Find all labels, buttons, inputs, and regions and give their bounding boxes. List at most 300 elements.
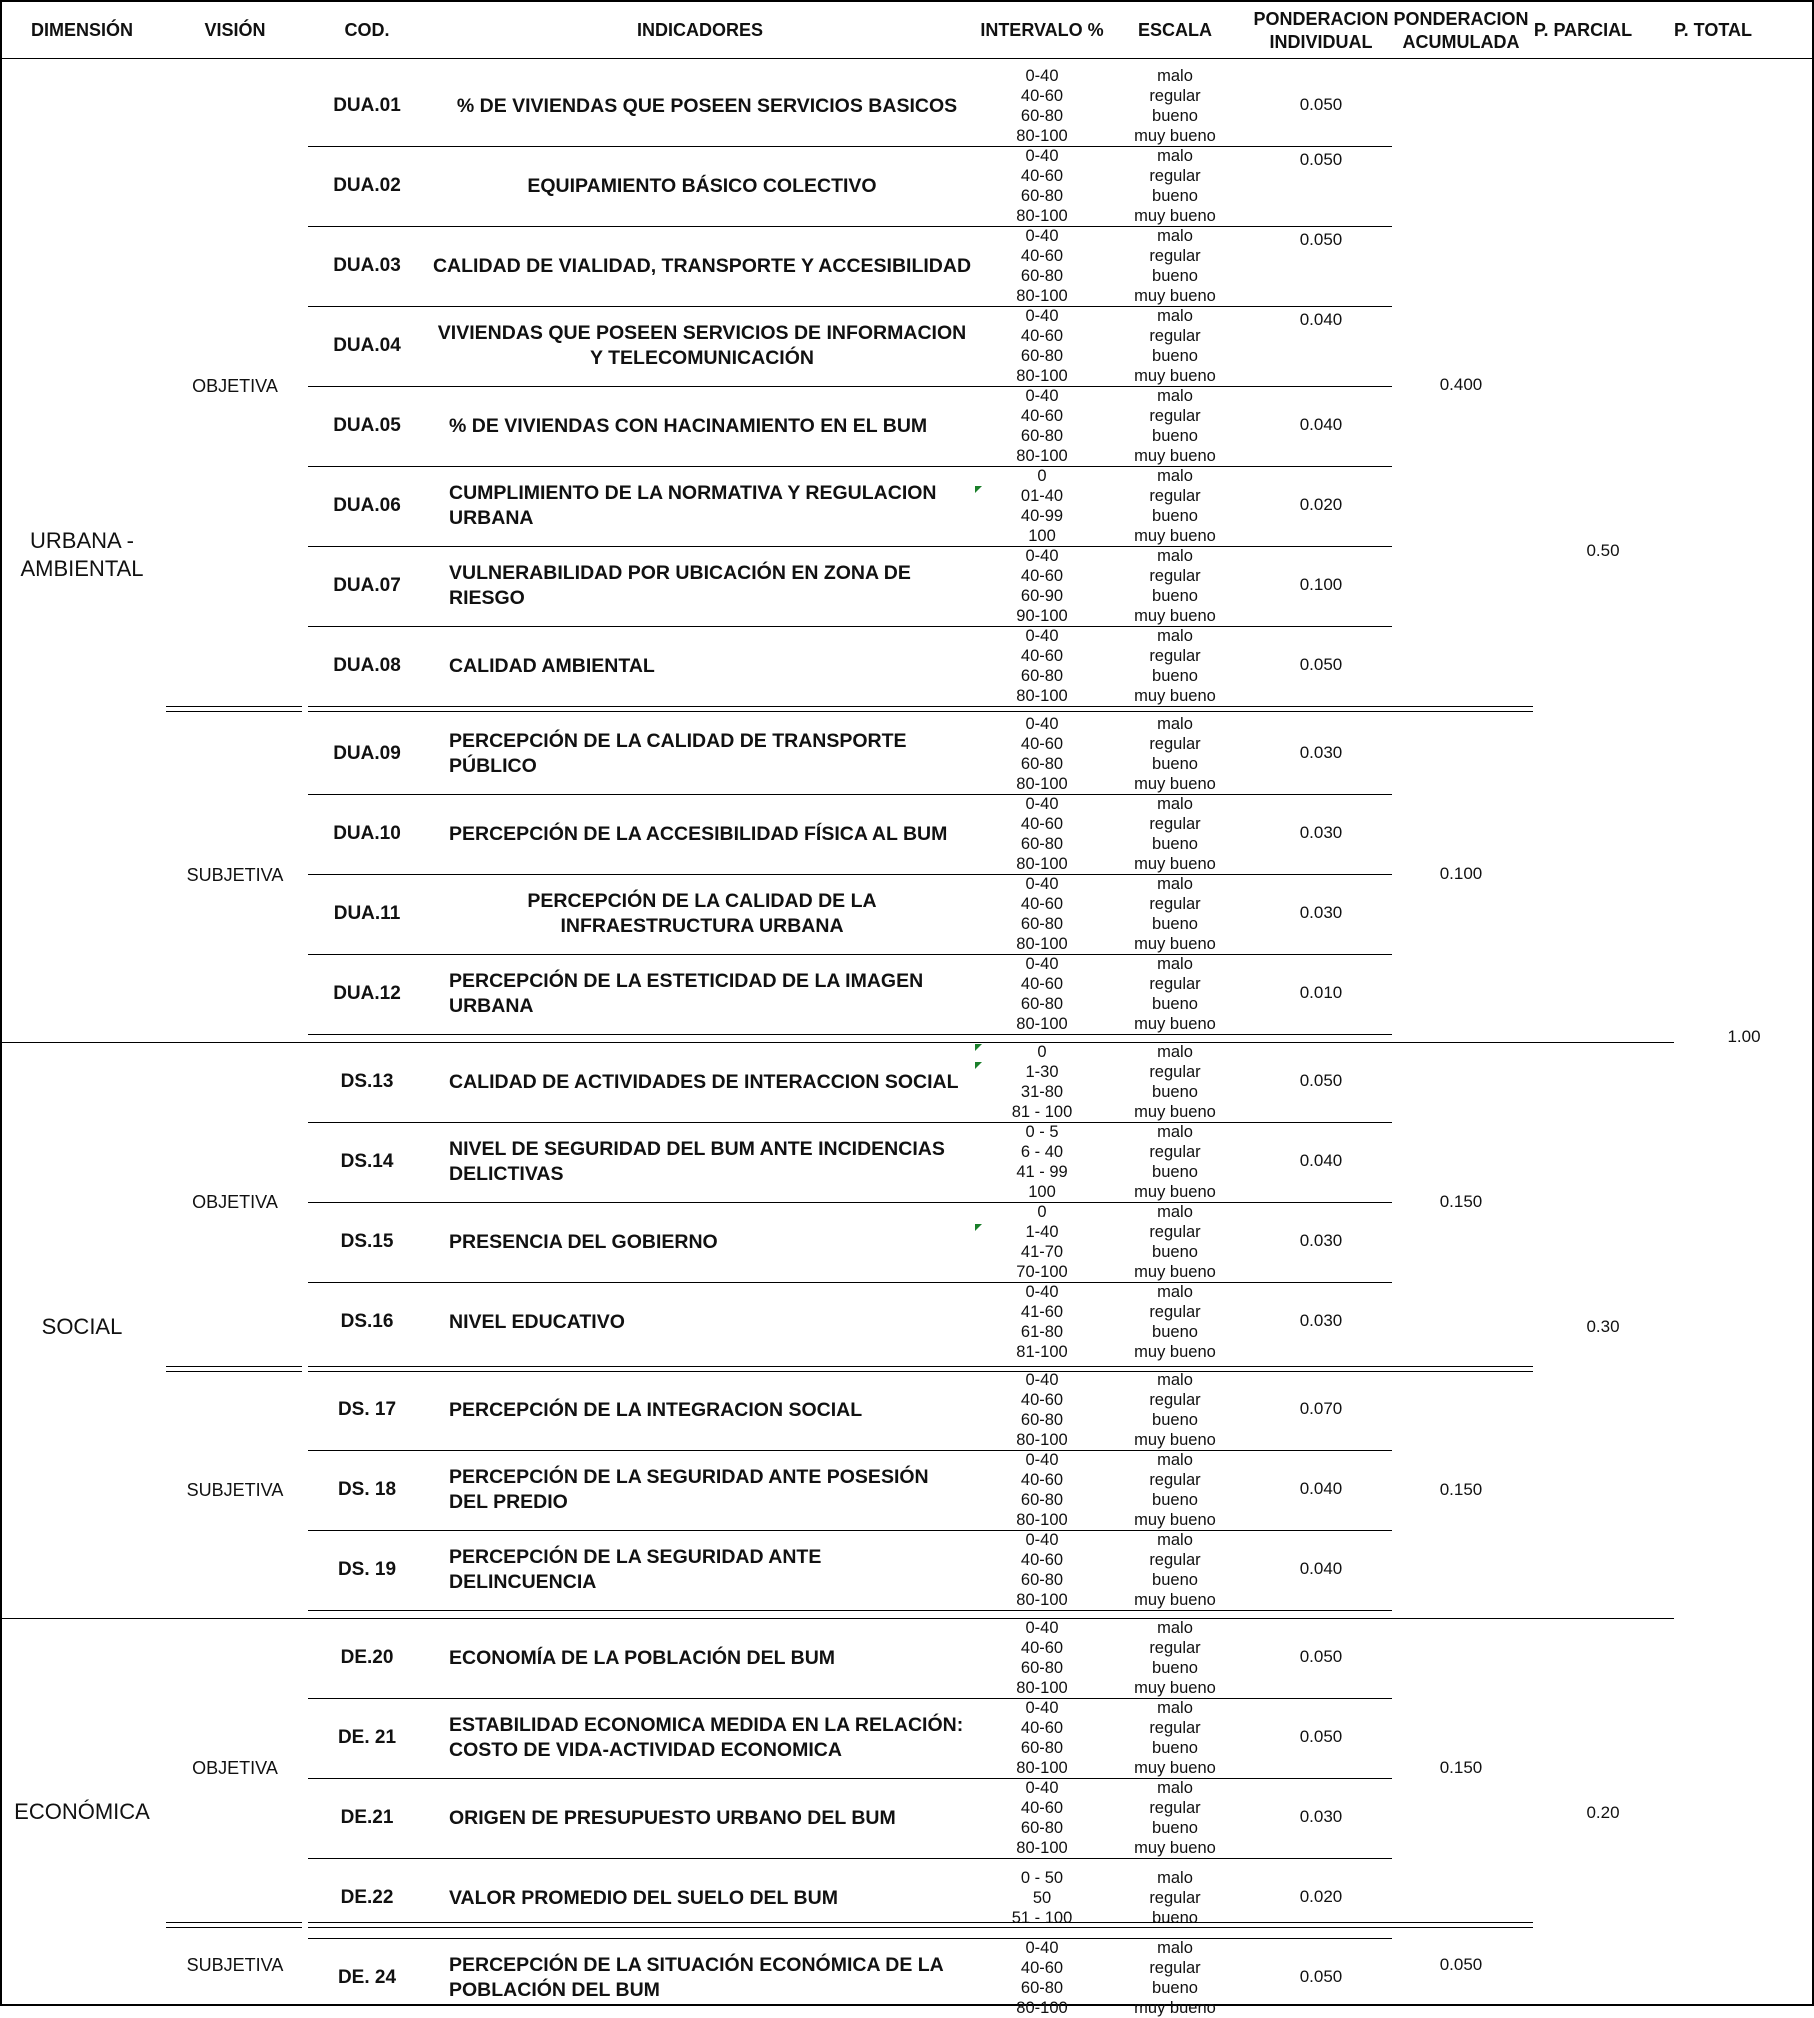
interval-value: 0-40 bbox=[1025, 147, 1059, 165]
scale-label: regular bbox=[1149, 1223, 1201, 1241]
indicator-code: DUA.11 bbox=[333, 903, 401, 924]
interval-value: 60-80 bbox=[1020, 1739, 1064, 1757]
scale-label: bueno bbox=[1152, 1819, 1198, 1837]
weight-individual: 0.030 bbox=[1299, 823, 1343, 842]
scale-label: muy bueno bbox=[1134, 687, 1216, 705]
scale-label: bueno bbox=[1152, 507, 1198, 525]
scale-label: malo bbox=[1157, 1869, 1193, 1887]
interval-value: 40-60 bbox=[1020, 327, 1064, 345]
scale-label: muy bueno bbox=[1134, 855, 1216, 873]
interval-value: 41-70 bbox=[1020, 1243, 1064, 1261]
indicator-label: PRESENCIA DEL GOBIERNO bbox=[449, 1230, 718, 1253]
indicator-label: % DE VIVIENDAS CON HACINAMIENTO EN EL BUM bbox=[449, 414, 928, 437]
indicator-label: PERCEPCIÓN DE LA CALIDAD DE LA INFRAESTRUCTURA URBANA bbox=[527, 890, 877, 937]
indicator-text bbox=[432, 321, 972, 371]
weight-individual: 0.040 bbox=[1299, 310, 1343, 329]
indicator-text bbox=[449, 729, 969, 779]
scale-label: malo bbox=[1157, 1371, 1193, 1389]
scale-label: bueno bbox=[1152, 347, 1198, 365]
scale-label: bueno bbox=[1152, 1411, 1198, 1429]
scale-label: muy bueno bbox=[1134, 1999, 1216, 2017]
interval-value: 0-40 bbox=[1025, 1531, 1059, 1549]
interval-value: 80-100 bbox=[1016, 447, 1068, 465]
interval-value: 0-40 bbox=[1025, 547, 1059, 565]
weight-individual: 0.050 bbox=[1299, 1967, 1343, 1986]
interval-value: 0-40 bbox=[1025, 1939, 1059, 1957]
indicator-code: DUA.02 bbox=[333, 175, 401, 196]
scale-label: regular bbox=[1149, 647, 1201, 665]
indicator-text bbox=[449, 1793, 969, 1843]
scale-label: regular bbox=[1149, 975, 1201, 993]
weight-accumulated: 0.150 bbox=[1439, 1192, 1483, 1211]
interval-value: 1-30 bbox=[1025, 1063, 1059, 1081]
indicator-code: DS.13 bbox=[340, 1071, 394, 1092]
vision-label: OBJETIVA bbox=[192, 1758, 278, 1778]
interval-value: 01-40 bbox=[1020, 487, 1064, 505]
interval-value: 100 bbox=[1028, 527, 1056, 545]
weight-individual: 0.100 bbox=[1299, 575, 1343, 594]
scale-label: muy bueno bbox=[1134, 935, 1216, 953]
scale-label: regular bbox=[1149, 1063, 1201, 1081]
interval-value: 40-60 bbox=[1020, 1471, 1064, 1489]
scale-label: bueno bbox=[1152, 107, 1198, 125]
interval-value: 60-80 bbox=[1020, 667, 1064, 685]
scale-label: malo bbox=[1157, 1619, 1193, 1637]
header-interval: INTERVALO % bbox=[980, 20, 1104, 40]
header-partial: P. PARCIAL bbox=[1533, 20, 1633, 40]
interval-value: 60-80 bbox=[1020, 1819, 1064, 1837]
comment-marker bbox=[975, 486, 982, 493]
interval-value: 40-60 bbox=[1020, 407, 1064, 425]
interval-value: 60-80 bbox=[1020, 107, 1064, 125]
interval-value: 60-80 bbox=[1020, 1659, 1064, 1677]
interval-value: 0-40 bbox=[1025, 795, 1059, 813]
interval-value: 40-60 bbox=[1020, 567, 1064, 585]
interval-value: 40-60 bbox=[1020, 735, 1064, 753]
interval-value: 0 bbox=[1037, 1043, 1047, 1061]
indicator-text bbox=[449, 1297, 969, 1347]
scale-label: malo bbox=[1157, 715, 1193, 733]
interval-value: 80-100 bbox=[1016, 1431, 1068, 1449]
scale-label: muy bueno bbox=[1134, 1511, 1216, 1529]
interval-value: 80-100 bbox=[1016, 1759, 1068, 1777]
indicator-code: DS. 17 bbox=[337, 1399, 397, 1420]
interval-value: 40-60 bbox=[1020, 247, 1064, 265]
interval-value: 40-60 bbox=[1020, 1551, 1064, 1569]
scale-label: muy bueno bbox=[1134, 775, 1216, 793]
interval-value: 0-40 bbox=[1025, 715, 1059, 733]
interval-value: 40-60 bbox=[1020, 1391, 1064, 1409]
scale-label: malo bbox=[1157, 467, 1193, 485]
total-weight: 1.00 bbox=[1727, 1027, 1761, 1046]
interval-value: 80-100 bbox=[1016, 1999, 1068, 2017]
interval-value: 41-60 bbox=[1020, 1303, 1064, 1321]
indicator-code: DUA.05 bbox=[333, 415, 401, 436]
scale-label: muy bueno bbox=[1134, 1591, 1216, 1609]
interval-value: 1-40 bbox=[1025, 1223, 1059, 1241]
indicator-label: VIVIENDAS QUE POSEEN SERVICIOS DE INFORMACION Y TELECOMUNICACIÓN bbox=[437, 322, 967, 369]
scale-label: bueno bbox=[1152, 835, 1198, 853]
indicator-code: DS. 19 bbox=[337, 1559, 397, 1580]
scale-label: regular bbox=[1149, 327, 1201, 345]
scale-label: malo bbox=[1157, 1699, 1193, 1717]
scale-label: malo bbox=[1157, 67, 1193, 85]
scale-label: malo bbox=[1157, 1043, 1193, 1061]
scale-label: bueno bbox=[1152, 667, 1198, 685]
scale-label: bueno bbox=[1152, 267, 1198, 285]
interval-value: 0-40 bbox=[1025, 1371, 1059, 1389]
interval-value: 0-40 bbox=[1025, 67, 1059, 85]
indicator-label: CALIDAD DE VIALIDAD, TRANSPORTE Y ACCESIBILIDAD bbox=[432, 254, 972, 277]
weight-individual: 0.040 bbox=[1299, 1151, 1343, 1170]
interval-value: 0-40 bbox=[1025, 227, 1059, 245]
indicator-label: PERCEPCIÓN DE LA INTEGRACION SOCIAL bbox=[449, 1398, 863, 1421]
interval-value: 40-60 bbox=[1020, 1639, 1064, 1657]
indicator-text bbox=[449, 1217, 969, 1267]
indicator-label: CUMPLIMIENTO DE LA NORMATIVA Y REGULACION URBANA bbox=[449, 482, 937, 529]
interval-value: 40-60 bbox=[1020, 975, 1064, 993]
indicator-code: DE.22 bbox=[340, 1887, 394, 1908]
header-scale: ESCALA bbox=[1137, 20, 1212, 40]
interval-value: 100 bbox=[1028, 1183, 1056, 1201]
interval-value: 0-40 bbox=[1025, 387, 1059, 405]
scale-label: muy bueno bbox=[1134, 1839, 1216, 1857]
interval-value: 60-80 bbox=[1020, 995, 1064, 1013]
indicator-code: DUA.08 bbox=[333, 655, 401, 676]
indicator-text bbox=[449, 1633, 969, 1683]
indicator-code: DS. 18 bbox=[337, 1479, 397, 1500]
indicator-label: ORIGEN DE PRESUPUESTO URBANO DEL BUM bbox=[449, 1806, 896, 1829]
partial-weight: 0.20 bbox=[1586, 1803, 1620, 1822]
indicator-text bbox=[449, 969, 969, 1019]
interval-value: 31-80 bbox=[1020, 1083, 1064, 1101]
scale-label: bueno bbox=[1152, 1909, 1198, 1927]
interval-value: 0 bbox=[1037, 1203, 1047, 1221]
interval-value: 80-100 bbox=[1016, 127, 1068, 145]
indicator-label: ECONOMÍA DE LA POBLACIÓN DEL BUM bbox=[449, 1646, 836, 1669]
indicator-text bbox=[449, 1465, 969, 1515]
indicator-code: DUA.04 bbox=[333, 335, 401, 356]
interval-value: 40-60 bbox=[1020, 87, 1064, 105]
scale-label: malo bbox=[1157, 795, 1193, 813]
scale-label: regular bbox=[1149, 1551, 1201, 1569]
interval-value: 0-40 bbox=[1025, 307, 1059, 325]
scale-label: malo bbox=[1157, 1939, 1193, 1957]
double-divider bbox=[308, 706, 1533, 712]
interval-value: 80-100 bbox=[1016, 935, 1068, 953]
weight-individual: 0.050 bbox=[1299, 1071, 1343, 1090]
weight-individual: 0.030 bbox=[1299, 1807, 1343, 1826]
scale-label: malo bbox=[1157, 547, 1193, 565]
indicator-label: CALIDAD DE ACTIVIDADES DE INTERACCION SOCIAL bbox=[449, 1070, 959, 1093]
dimension-urbana-1: URBANA - bbox=[30, 528, 134, 553]
vision-label: SUBJETIVA bbox=[186, 1955, 284, 1975]
weight-individual: 0.020 bbox=[1299, 495, 1343, 514]
scale-label: bueno bbox=[1152, 1659, 1198, 1677]
comment-marker bbox=[975, 1044, 982, 1051]
double-divider bbox=[166, 1922, 302, 1928]
weight-individual: 0.050 bbox=[1299, 150, 1343, 169]
header-weight-accumulated-2: ACUMULADA bbox=[1402, 32, 1520, 52]
scale-label: bueno bbox=[1152, 1083, 1198, 1101]
indicator-code: DE.20 bbox=[340, 1647, 394, 1668]
interval-value: 80-100 bbox=[1016, 855, 1068, 873]
scale-label: regular bbox=[1149, 247, 1201, 265]
row-divider bbox=[308, 1034, 1392, 1035]
interval-value: 80-100 bbox=[1016, 775, 1068, 793]
scale-label: regular bbox=[1149, 815, 1201, 833]
indicator-label: CALIDAD AMBIENTAL bbox=[449, 654, 655, 677]
interval-value: 0-40 bbox=[1025, 1451, 1059, 1469]
indicator-text bbox=[449, 481, 969, 531]
indicator-label: VULNERABILIDAD POR UBICACIÓN EN ZONA DE RIESGO bbox=[449, 562, 911, 609]
interval-value: 60-80 bbox=[1020, 1411, 1064, 1429]
indicator-code: DS.16 bbox=[340, 1311, 394, 1332]
scale-label: malo bbox=[1157, 875, 1193, 893]
weight-individual: 0.050 bbox=[1299, 230, 1343, 249]
scale-label: muy bueno bbox=[1134, 1103, 1216, 1121]
interval-value: 41 - 99 bbox=[1016, 1163, 1068, 1181]
weight-accumulated: 0.400 bbox=[1439, 375, 1483, 394]
indicator-label: PERCEPCIÓN DE LA SEGURIDAD ANTE POSESIÓN DEL PREDIO bbox=[449, 1466, 929, 1513]
scale-label: malo bbox=[1157, 1779, 1193, 1797]
interval-value: 80-100 bbox=[1016, 1015, 1068, 1033]
scale-label: regular bbox=[1149, 1639, 1201, 1657]
indicator-label: EQUIPAMIENTO BÁSICO COLECTIVO bbox=[527, 174, 877, 197]
indicator-text bbox=[449, 1385, 969, 1435]
vision-label: SUBJETIVA bbox=[186, 1480, 284, 1500]
scale-label: malo bbox=[1157, 147, 1193, 165]
interval-value: 0-40 bbox=[1025, 875, 1059, 893]
row-divider bbox=[2, 58, 1814, 59]
scale-label: muy bueno bbox=[1134, 1183, 1216, 1201]
partial-weight: 0.50 bbox=[1586, 541, 1620, 560]
weight-individual: 0.030 bbox=[1299, 1311, 1343, 1330]
scale-label: bueno bbox=[1152, 1243, 1198, 1261]
scale-label: bueno bbox=[1152, 427, 1198, 445]
scale-label: muy bueno bbox=[1134, 287, 1216, 305]
scale-label: regular bbox=[1149, 487, 1201, 505]
scale-label: regular bbox=[1149, 87, 1201, 105]
scale-label: muy bueno bbox=[1134, 1431, 1216, 1449]
interval-value: 60-80 bbox=[1020, 267, 1064, 285]
indicator-code: DUA.03 bbox=[333, 255, 401, 276]
interval-value: 81-100 bbox=[1016, 1343, 1068, 1361]
header-code: COD. bbox=[344, 20, 390, 40]
interval-value: 90-100 bbox=[1016, 607, 1068, 625]
indicator-text bbox=[449, 561, 969, 611]
interval-value: 60-80 bbox=[1020, 1979, 1064, 1997]
scale-label: muy bueno bbox=[1134, 1679, 1216, 1697]
interval-value: 0-40 bbox=[1025, 1779, 1059, 1797]
scale-label: regular bbox=[1149, 895, 1201, 913]
row-divider bbox=[308, 1858, 1392, 1859]
interval-value: 40-60 bbox=[1020, 1719, 1064, 1737]
indicator-label: NIVEL EDUCATIVO bbox=[449, 1310, 625, 1333]
scale-label: bueno bbox=[1152, 187, 1198, 205]
indicator-code: DS.14 bbox=[340, 1151, 394, 1172]
interval-value: 60-90 bbox=[1020, 587, 1064, 605]
scale-label: muy bueno bbox=[1134, 367, 1216, 385]
scale-label: bueno bbox=[1152, 587, 1198, 605]
scale-label: malo bbox=[1157, 955, 1193, 973]
interval-value: 80-100 bbox=[1016, 1511, 1068, 1529]
weight-accumulated: 0.150 bbox=[1439, 1480, 1483, 1499]
weight-individual: 0.020 bbox=[1299, 1887, 1343, 1906]
interval-value: 60-80 bbox=[1020, 1491, 1064, 1509]
interval-value: 60-80 bbox=[1020, 187, 1064, 205]
interval-value: 40-60 bbox=[1020, 647, 1064, 665]
scale-label: regular bbox=[1149, 1719, 1201, 1737]
scale-label: muy bueno bbox=[1134, 1015, 1216, 1033]
scale-label: bueno bbox=[1152, 1163, 1198, 1181]
weight-individual: 0.050 bbox=[1299, 655, 1343, 674]
weight-individual: 0.070 bbox=[1299, 1399, 1343, 1418]
interval-value: 80-100 bbox=[1016, 1839, 1068, 1857]
vision-label: OBJETIVA bbox=[192, 376, 278, 396]
indicator-text bbox=[449, 1713, 969, 1763]
weight-individual: 0.050 bbox=[1299, 95, 1343, 114]
interval-value: 40-60 bbox=[1020, 815, 1064, 833]
scale-label: regular bbox=[1149, 567, 1201, 585]
interval-value: 51 - 100 bbox=[1011, 1909, 1073, 1927]
interval-value: 40-99 bbox=[1020, 507, 1064, 525]
row-divider bbox=[2, 1042, 1674, 1043]
scale-label: bueno bbox=[1152, 1979, 1198, 1997]
weight-individual: 0.040 bbox=[1299, 415, 1343, 434]
weight-accumulated: 0.050 bbox=[1439, 1955, 1483, 1974]
scale-label: regular bbox=[1149, 1303, 1201, 1321]
scale-label: malo bbox=[1157, 1451, 1193, 1469]
weight-individual: 0.030 bbox=[1299, 903, 1343, 922]
interval-value: 0-40 bbox=[1025, 1283, 1059, 1301]
indicator-text bbox=[449, 1137, 969, 1187]
indicator-code: DUA.10 bbox=[333, 823, 401, 844]
interval-value: 80-100 bbox=[1016, 207, 1068, 225]
header-dimension: DIMENSIÓN bbox=[30, 20, 133, 40]
indicator-code: DE. 24 bbox=[337, 1967, 397, 1988]
header-total: P. TOTAL bbox=[1673, 20, 1752, 40]
scale-label: bueno bbox=[1152, 995, 1198, 1013]
scale-label: muy bueno bbox=[1134, 1263, 1216, 1281]
interval-value: 60-80 bbox=[1020, 347, 1064, 365]
indicator-text bbox=[432, 889, 972, 939]
scale-label: bueno bbox=[1152, 915, 1198, 933]
interval-value: 40-60 bbox=[1020, 1799, 1064, 1817]
scale-label: malo bbox=[1157, 1203, 1193, 1221]
weight-individual: 0.010 bbox=[1299, 983, 1343, 1002]
indicator-text bbox=[449, 1953, 969, 2003]
weight-individual: 0.030 bbox=[1299, 743, 1343, 762]
double-divider bbox=[308, 1366, 1533, 1372]
weight-individual: 0.030 bbox=[1299, 1231, 1343, 1250]
indicator-text bbox=[432, 161, 972, 211]
scale-label: bueno bbox=[1152, 755, 1198, 773]
comment-marker bbox=[975, 1224, 982, 1231]
interval-value: 80-100 bbox=[1016, 687, 1068, 705]
interval-value: 40-60 bbox=[1020, 167, 1064, 185]
interval-value: 6 - 40 bbox=[1020, 1143, 1064, 1161]
interval-value: 0-40 bbox=[1025, 1619, 1059, 1637]
interval-value: 0 - 50 bbox=[1020, 1869, 1064, 1887]
header-vision: VISIÓN bbox=[204, 20, 266, 40]
row-divider bbox=[2, 1618, 1674, 1619]
indicator-code: DUA.07 bbox=[333, 575, 401, 596]
indicator-code: DE.21 bbox=[340, 1807, 394, 1828]
interval-value: 0-40 bbox=[1025, 955, 1059, 973]
indicator-label: VALOR PROMEDIO DEL SUELO DEL BUM bbox=[449, 1886, 838, 1909]
scale-label: muy bueno bbox=[1134, 607, 1216, 625]
indicator-code: DUA.01 bbox=[333, 95, 401, 116]
indicator-text bbox=[449, 1057, 969, 1107]
interval-value: 80-100 bbox=[1016, 367, 1068, 385]
weight-accumulated: 0.100 bbox=[1439, 864, 1483, 883]
indicator-label: PERCEPCIÓN DE LA ESTETICIDAD DE LA IMAGEN URBANA bbox=[449, 970, 924, 1017]
scale-label: muy bueno bbox=[1134, 527, 1216, 545]
indicator-label: PERCEPCIÓN DE LA SITUACIÓN ECONÓMICA DE LA POBLACIÓN DEL BUM bbox=[449, 1954, 944, 2001]
scale-label: regular bbox=[1149, 1889, 1201, 1907]
scale-label: regular bbox=[1149, 167, 1201, 185]
scale-label: malo bbox=[1157, 627, 1193, 645]
interval-value: 40-60 bbox=[1020, 1959, 1064, 1977]
scale-label: regular bbox=[1149, 735, 1201, 753]
dimension-social: SOCIAL bbox=[41, 1314, 123, 1339]
interval-value: 70-100 bbox=[1016, 1263, 1068, 1281]
scale-label: regular bbox=[1149, 1391, 1201, 1409]
scale-label: muy bueno bbox=[1134, 207, 1216, 225]
weight-accumulated: 0.150 bbox=[1439, 1758, 1483, 1777]
interval-value: 60-80 bbox=[1020, 427, 1064, 445]
scale-label: malo bbox=[1157, 307, 1193, 325]
interval-value: 60-80 bbox=[1020, 915, 1064, 933]
indicator-label: PERCEPCIÓN DE LA CALIDAD DE TRANSPORTE PÚBLICO bbox=[449, 730, 907, 777]
dimension-urbana-2: AMBIENTAL bbox=[20, 556, 144, 581]
interval-value: 80-100 bbox=[1016, 287, 1068, 305]
comment-marker bbox=[975, 1062, 982, 1069]
weight-individual: 0.050 bbox=[1299, 1727, 1343, 1746]
scale-label: bueno bbox=[1152, 1571, 1198, 1589]
scale-label: malo bbox=[1157, 227, 1193, 245]
indicator-code: DUA.12 bbox=[333, 983, 401, 1004]
indicator-label: PERCEPCIÓN DE LA SEGURIDAD ANTE DELINCUENCIA bbox=[449, 1546, 822, 1593]
header-weight-individual-1: PONDERACION bbox=[1253, 9, 1389, 29]
header-indicators: INDICADORES bbox=[636, 20, 763, 40]
interval-value: 60-80 bbox=[1020, 835, 1064, 853]
row-divider bbox=[308, 1610, 1392, 1611]
scale-label: malo bbox=[1157, 387, 1193, 405]
indicator-label: PERCEPCIÓN DE LA ACCESIBILIDAD FÍSICA AL BUM bbox=[449, 822, 948, 845]
weight-individual: 0.040 bbox=[1299, 1479, 1343, 1498]
interval-value: 40-60 bbox=[1020, 895, 1064, 913]
vision-label: OBJETIVA bbox=[192, 1192, 278, 1212]
indicator-text bbox=[432, 241, 972, 291]
vision-label: SUBJETIVA bbox=[186, 865, 284, 885]
scale-label: regular bbox=[1149, 1959, 1201, 1977]
indicator-code: DE. 21 bbox=[337, 1727, 397, 1748]
indicator-label: ESTABILIDAD ECONOMICA MEDIDA EN LA RELACIÓN: COSTO DE VIDA-ACTIVIDAD ECONOMICA bbox=[449, 1714, 964, 1761]
interval-value: 80-100 bbox=[1016, 1679, 1068, 1697]
partial-weight: 0.30 bbox=[1586, 1317, 1620, 1336]
interval-value: 61-80 bbox=[1020, 1323, 1064, 1341]
indicator-text bbox=[449, 1545, 969, 1595]
scale-label: malo bbox=[1157, 1123, 1193, 1141]
double-divider bbox=[308, 1922, 1533, 1928]
interval-value: 60-80 bbox=[1020, 1571, 1064, 1589]
dimension-economica: ECONÓMICA bbox=[14, 1799, 150, 1824]
interval-value: 81 - 100 bbox=[1011, 1103, 1073, 1121]
indicator-code: DS.15 bbox=[340, 1231, 394, 1252]
indicator-label: % DE VIVIENDAS QUE POSEEN SERVICIOS BASICOS bbox=[456, 94, 958, 117]
